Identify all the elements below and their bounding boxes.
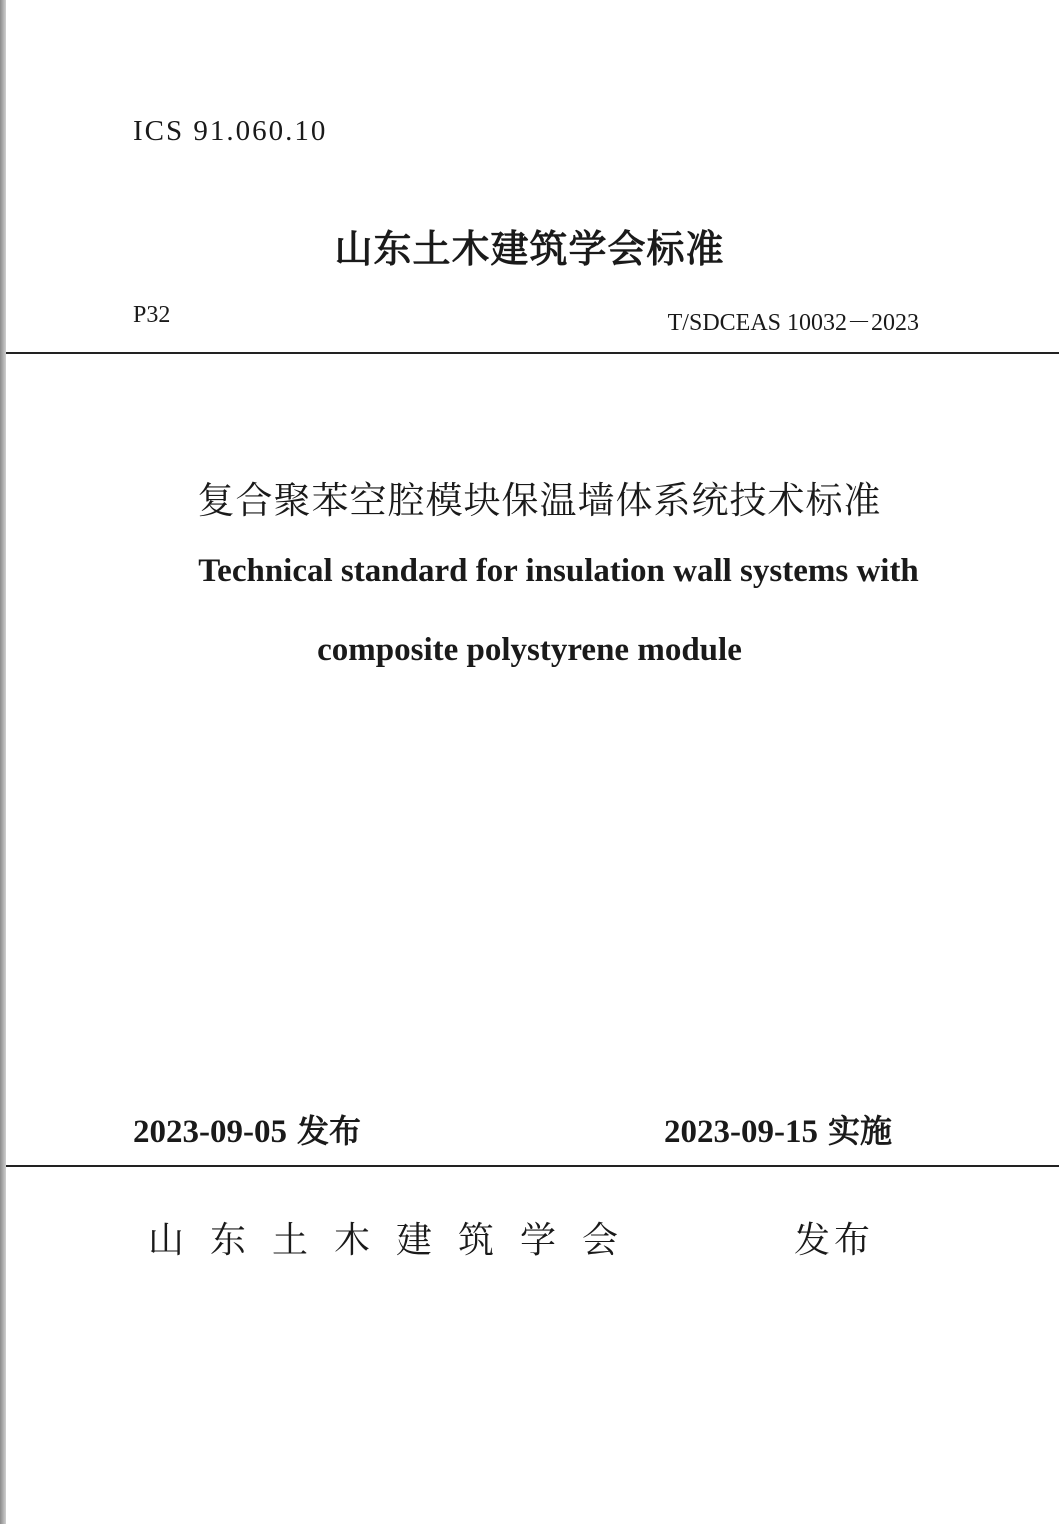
publish-label: 发布	[794, 1220, 875, 1261]
effective-label: 实施	[827, 1112, 892, 1150]
issue-date-block	[133, 1106, 361, 1152]
standard-number: T/SDCEAS 10032－2023	[667, 310, 919, 336]
chinese-title: 复合聚苯空腔模块保温墙体系统技术标准	[197, 479, 882, 522]
ics-code: ICS 91.060.10	[133, 115, 328, 147]
top-divider	[6, 352, 1059, 354]
classification-code: P32	[133, 302, 171, 328]
english-title-line-2: composite polystyrene module	[317, 632, 742, 668]
bottom-divider	[6, 1165, 1059, 1167]
issue-date: 2023-09-05	[133, 1114, 287, 1150]
effective-date-block	[664, 1106, 892, 1152]
publisher-name: 山东土木建筑学会	[148, 1220, 645, 1261]
organization-standard-heading: 山东土木建筑学会标准	[334, 227, 725, 271]
issue-label: 发布	[296, 1112, 361, 1150]
effective-date: 2023-09-15	[664, 1114, 818, 1150]
english-title-line-1: Technical standard for insulation wall systems with	[198, 553, 919, 589]
